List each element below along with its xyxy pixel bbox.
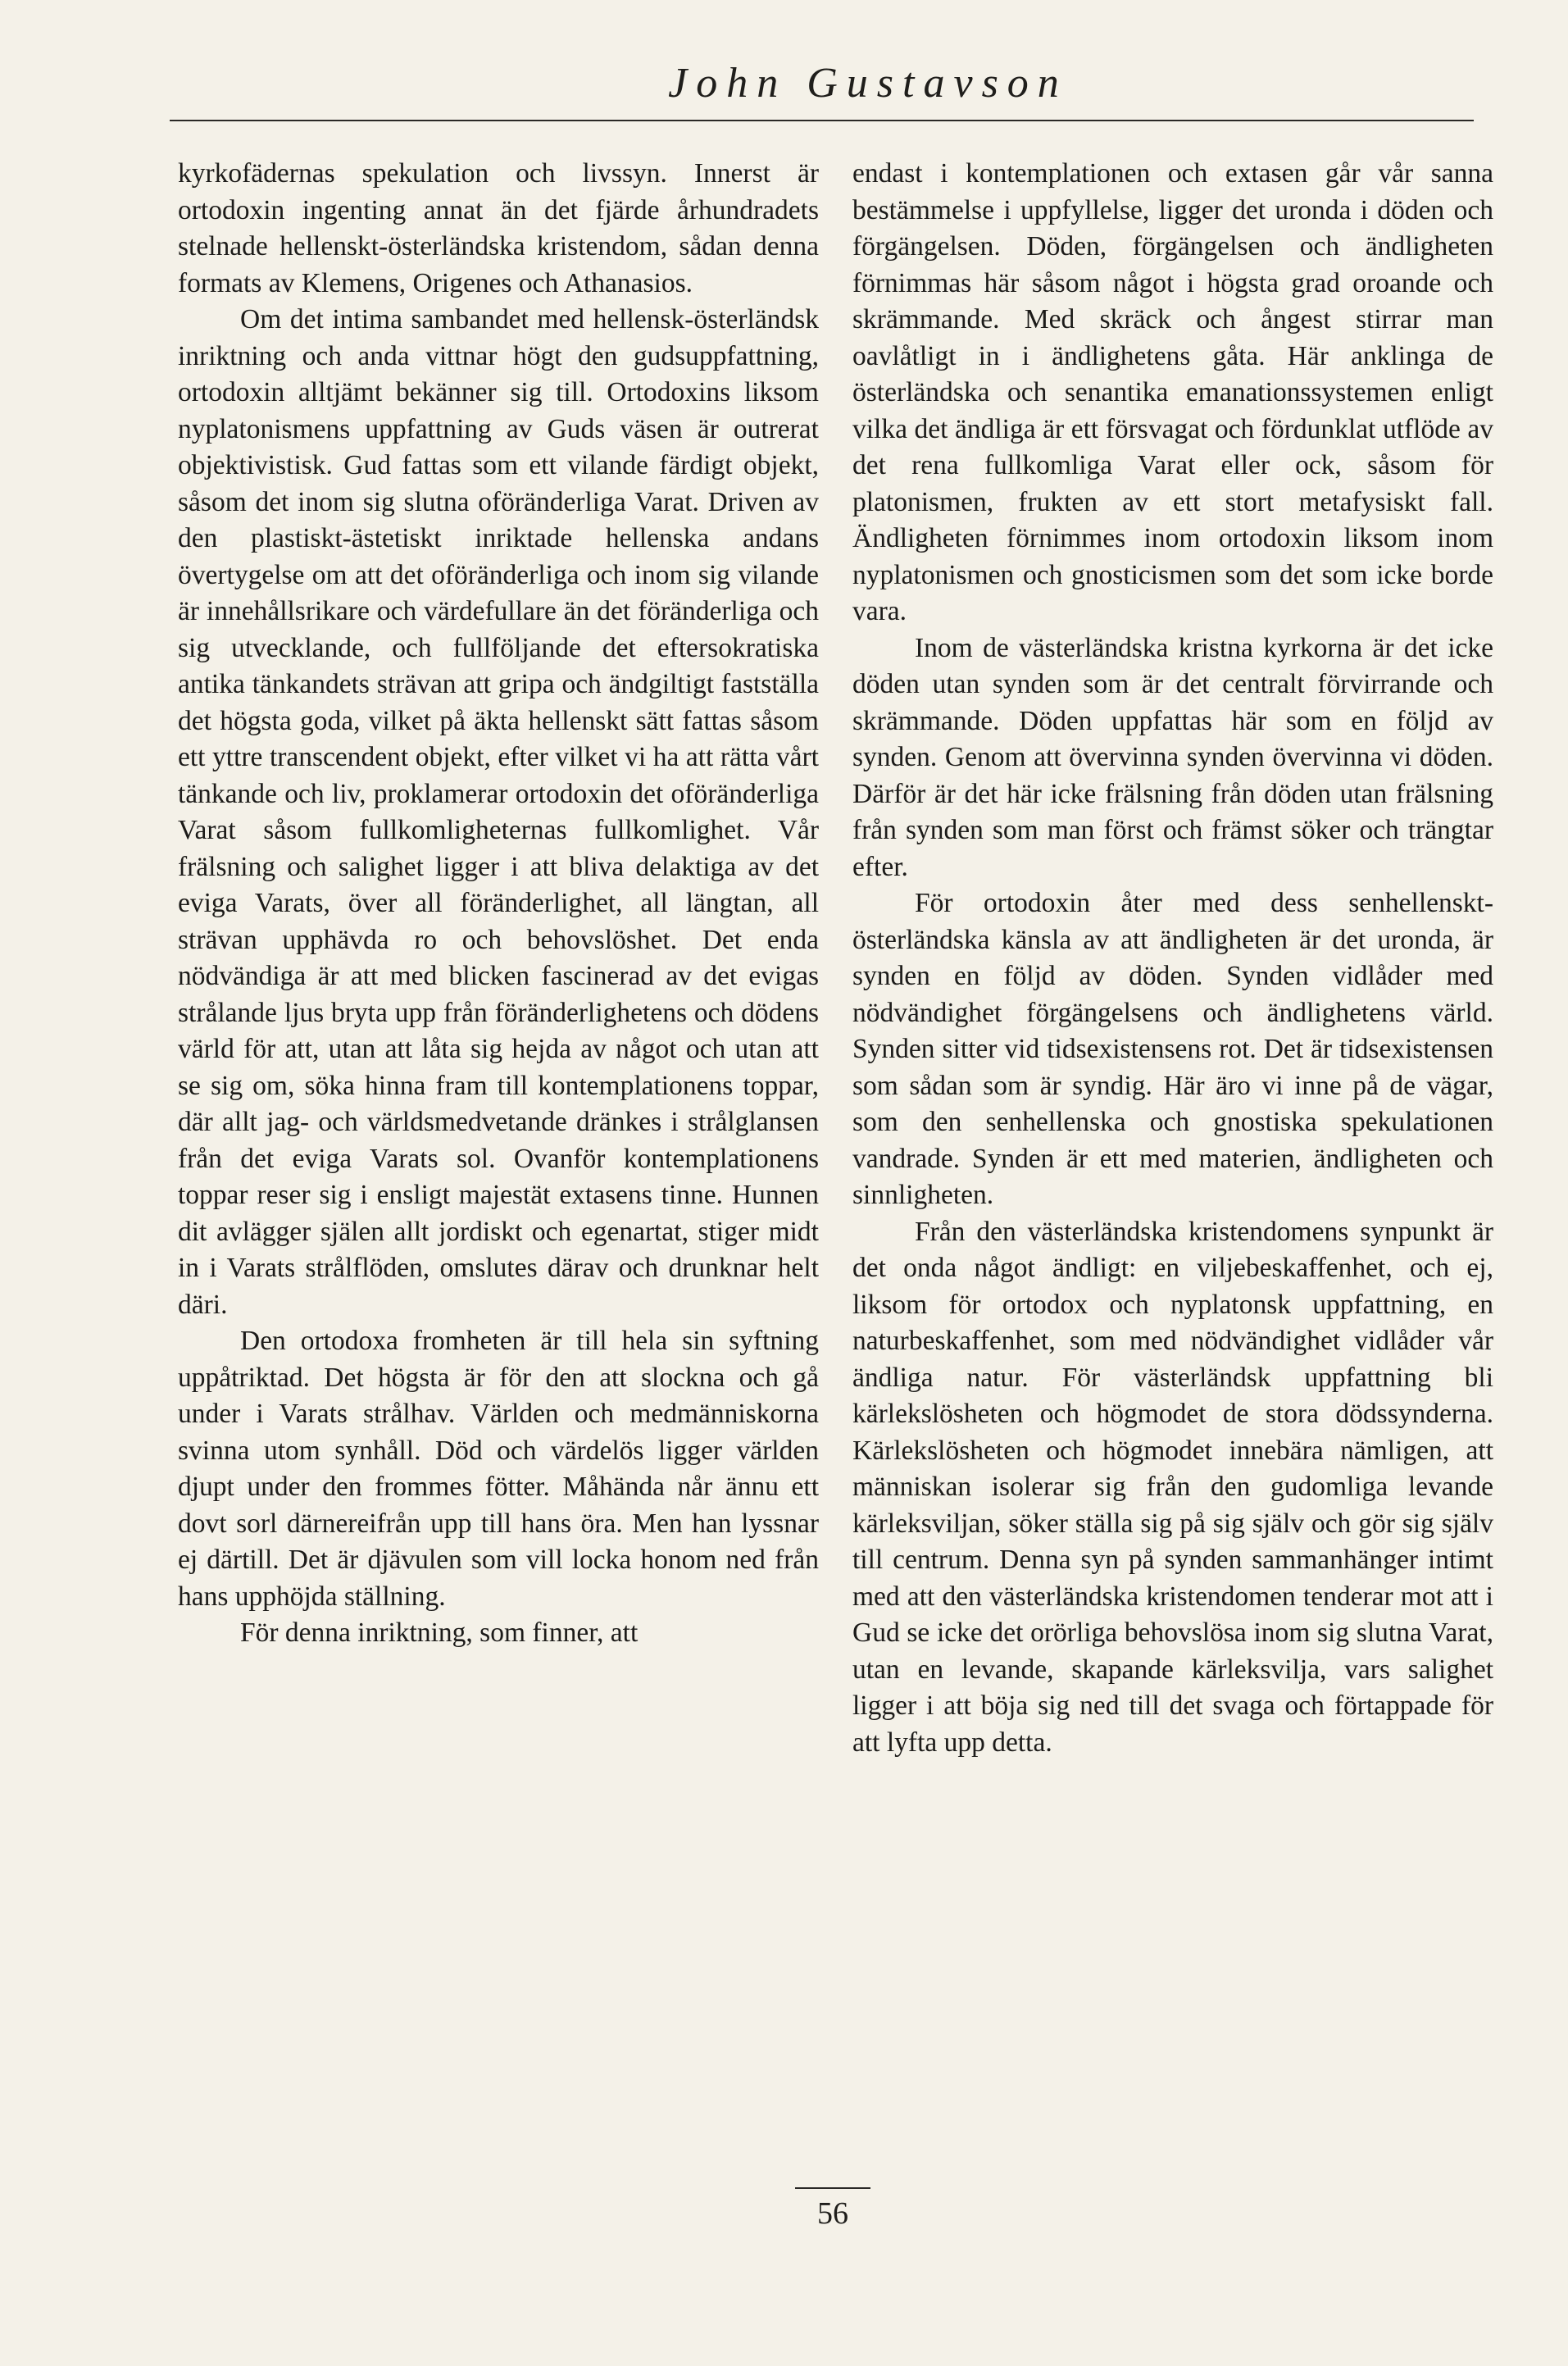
page-number-rule: [795, 2187, 870, 2189]
paragraph: Från den västerländska kristendomens synpunkt är det onda något ändligt: en viljebeskaffenhet, och ej, liksom för ortodox och nyplatonsk uppfattning, en naturbeskaffenhet, som med nödvändighet vidlåder vår ändliga natur. För västerländsk uppfattning bli kärlekslösheten och högmodet de stora dödssynderna. Kärlekslösheten och högmodet innebära nämligen, att människan isolerar sig från den gudomliga levande kärleksviljan, söker ställa sig på sig själv och gör sig själv till centrum. Denna syn på synden sammanhänger intimt med att den västerländska kristendomen tenderar mot att i Gud se icke det orörliga behovslösa inom sig slutna Varat, utan en levande, skapande kärleksvilja, vars salighet ligger i att böja sig ned till det svaga och förtappade för att lyfta upp detta.: [852, 1216, 1493, 1758]
left-column: [178, 156, 819, 1652]
paragraph: Den ortodoxa fromheten är till hela sin syftning uppåtriktad. Det högsta är för den att slockna och gå under i Varats strålhav. Världen och medmänniskorna svinna utom synhåll. Död och värdelös ligger världen djupt under den frommes fötter. Måhända når ännu ett dovt sorl därnereifrån upp till hans öra. Men han lyssnar ej därtill. Det är djävulen som vill locka honom ned från hans upphöjda ställning.: [178, 1326, 819, 1612]
paragraph: Inom de västerländska kristna kyrkorna är det icke döden utan synden som är det centralt förvirrande och skrämmande. Döden uppfattas här som en följd av synden. Genom att övervinna synden övervinna vi döden. Därför är det här icke frälsning från döden utan frälsning från synden som man först och främst söker och trängtar efter.: [852, 632, 1493, 882]
paragraph: För ortodoxin åter med dess senhellenskt-österländska känsla av att ändligheten är det uronda, är synden en följd av döden. Synden vidlåder med nödvändighet förgängelsens och ändlighetens värld. Synden sitter vid tidsexistensens rot. Det är tidsexistensen som sådan som är syndig. Här äro vi inne på de vägar, som den senhellenska och gnostiska spekulationen vandrade. Synden är ett med materien, ändligheten och sinnligheten.: [852, 888, 1493, 1210]
header-rule: [170, 120, 1474, 121]
paragraph: endast i kontemplationen och extasen går vår sanna bestämmelse i uppfyllelse, ligger det uronda i döden och förgängelsen. Döden, förgängelsen och ändligheten förnimmas här såsom något i högsta grad oroande och skrämmande. Med skräck och ångest stirrar man oavlåtligt in i ändlighetens gåta. Här anklinga de österländska och senantika emanationssystemen enligt vilka det ändliga är ett försvagat och fördunklat utflöde av det rena fullkomliga Varat eller ock, såsom för platonismen, frukten av ett stort metafysiskt fall. Ändligheten förnimmes inom ortodoxin liksom inom nyplatonismen och gnosticismen som det som icke borde vara.: [852, 158, 1493, 626]
running-head: John Gustavson: [668, 60, 1068, 107]
right-column: [852, 156, 1493, 1761]
paragraph: kyrkofädernas spekulation och livssyn. Innerst är ortodoxin ingenting annat än det fjärde århundradets stelnade hellenskt-österländska kristendom, sådan denna formats av Klemens, Origenes och Athanasios.: [178, 158, 819, 298]
page-number: 56: [817, 2196, 848, 2231]
paragraph: Om det intima sambandet med hellensk-österländsk inriktning och anda vittnar högt den gudsuppfattning, ortodoxin alltjämt bekänner sig till. Ortodoxins liksom nyplatonismens uppfattning av Guds väsen är outrerat objektivistisk. Gud fattas som ett vilande färdigt objekt, såsom det inom sig slutna oföränderliga Varat. Driven av den plastiskt-ästetiskt inriktade hellenska andans övertygelse om att det oföränderliga och inom sig vilande är innehållsrikare och värdefullare än det föränderliga och sig utvecklande, och fullföljande det eftersokratiska antika tänkandets strävan att gripa och ändgiltigt fastställa det högsta goda, vilket på äkta hellenskt sätt fattas såsom ett yttre transcendent objekt, efter vilket vi ha att rätta vårt tänkande och liv, proklamerar ortodoxin det oföränderliga Varat såsom fullkomligheternas fullkomlighet. Vår frälsning och salighet ligger i att bliva delaktiga av det eviga Varats, över all föränderlighet, all längtan, all strävan upphävda ro och behovslöshet. Det enda nödvändiga är att med blicken fascinerad av det evigas strålande ljus bryta upp från föränderlighetens och dödens värld för att, utan att låta sig hejda av något och utan att se sig om, söka hinna fram till kontemplationens toppar, där allt jag- och världsmedvetande dränkes i strålglansen från det eviga Varats sol. Ovanför kontemplationens toppar reser sig i ensligt majestät extasens tinne. Hunnen dit avlägger själen allt jordiskt och egenartat, stiger midt in i Varats strålflöden, omslutes därav och drunknar helt däri.: [178, 304, 819, 1320]
paragraph: För denna inriktning, som finner, att: [240, 1618, 639, 1648]
